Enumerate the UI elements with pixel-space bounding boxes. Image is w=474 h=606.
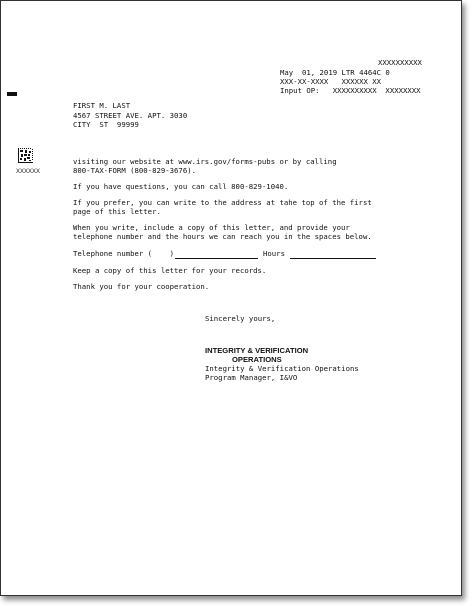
- paragraph-thank-you: Thank you for your cooperation.: [73, 282, 210, 291]
- paragraph-questions: If you have questions, you can call 800-829-1040.: [73, 182, 289, 191]
- telephone-label: Telephone number ( ): [73, 249, 175, 258]
- hours-label: Hours: [263, 249, 285, 258]
- recipient-street: 4567 STREET AVE. APT. 3030: [73, 111, 188, 120]
- paragraph-write-line2: page of this letter.: [73, 207, 161, 216]
- datamatrix-barcode-icon: [18, 148, 33, 163]
- header-code: XXXXXXXXXX: [378, 58, 422, 67]
- paragraph-write-line1: If you prefer, you can write to the address at tahe top of the first: [73, 198, 372, 207]
- telephone-blank-field[interactable]: [175, 251, 258, 259]
- paragraph-keep-copy: Keep a copy of this letter for your records.: [73, 266, 267, 275]
- barcode-label: XXXXXX: [16, 169, 41, 175]
- paragraph-include-line2: telephone number and the hours we can reach you in the spaces below.: [73, 232, 372, 241]
- recipient-city: CITY ST 99999: [73, 120, 139, 129]
- fold-mark: [7, 92, 17, 96]
- header-date-line: May 01, 2019 LTR 4464C 0: [280, 68, 390, 77]
- header-input-line: Input OP: XXXXXXXXXX XXXXXXXX: [280, 86, 421, 95]
- signer-title: Program Manager, I&VO: [205, 373, 298, 382]
- department-heading-line2: OPERATIONS: [232, 355, 282, 364]
- recipient-name: FIRST M. LAST: [73, 101, 131, 110]
- paragraph-include-line1: When you write, include a copy of this letter, and provide your: [73, 223, 350, 232]
- department-heading-line1: INTEGRITY & VERIFICATION: [205, 346, 309, 355]
- paragraph-website-line1: visiting our website at www.irs.gov/forms-pubs or by calling: [73, 157, 337, 166]
- header-id-line: XXX-XX-XXXX XXXXXX XX: [280, 77, 382, 86]
- closing-text: Sincerely yours,: [205, 314, 276, 323]
- paragraph-website-line2: 800-TAX-FORM (800-829-3676).: [73, 166, 197, 175]
- department-name: Integrity & Verification Operations: [205, 364, 359, 373]
- hours-blank-field[interactable]: [290, 251, 376, 259]
